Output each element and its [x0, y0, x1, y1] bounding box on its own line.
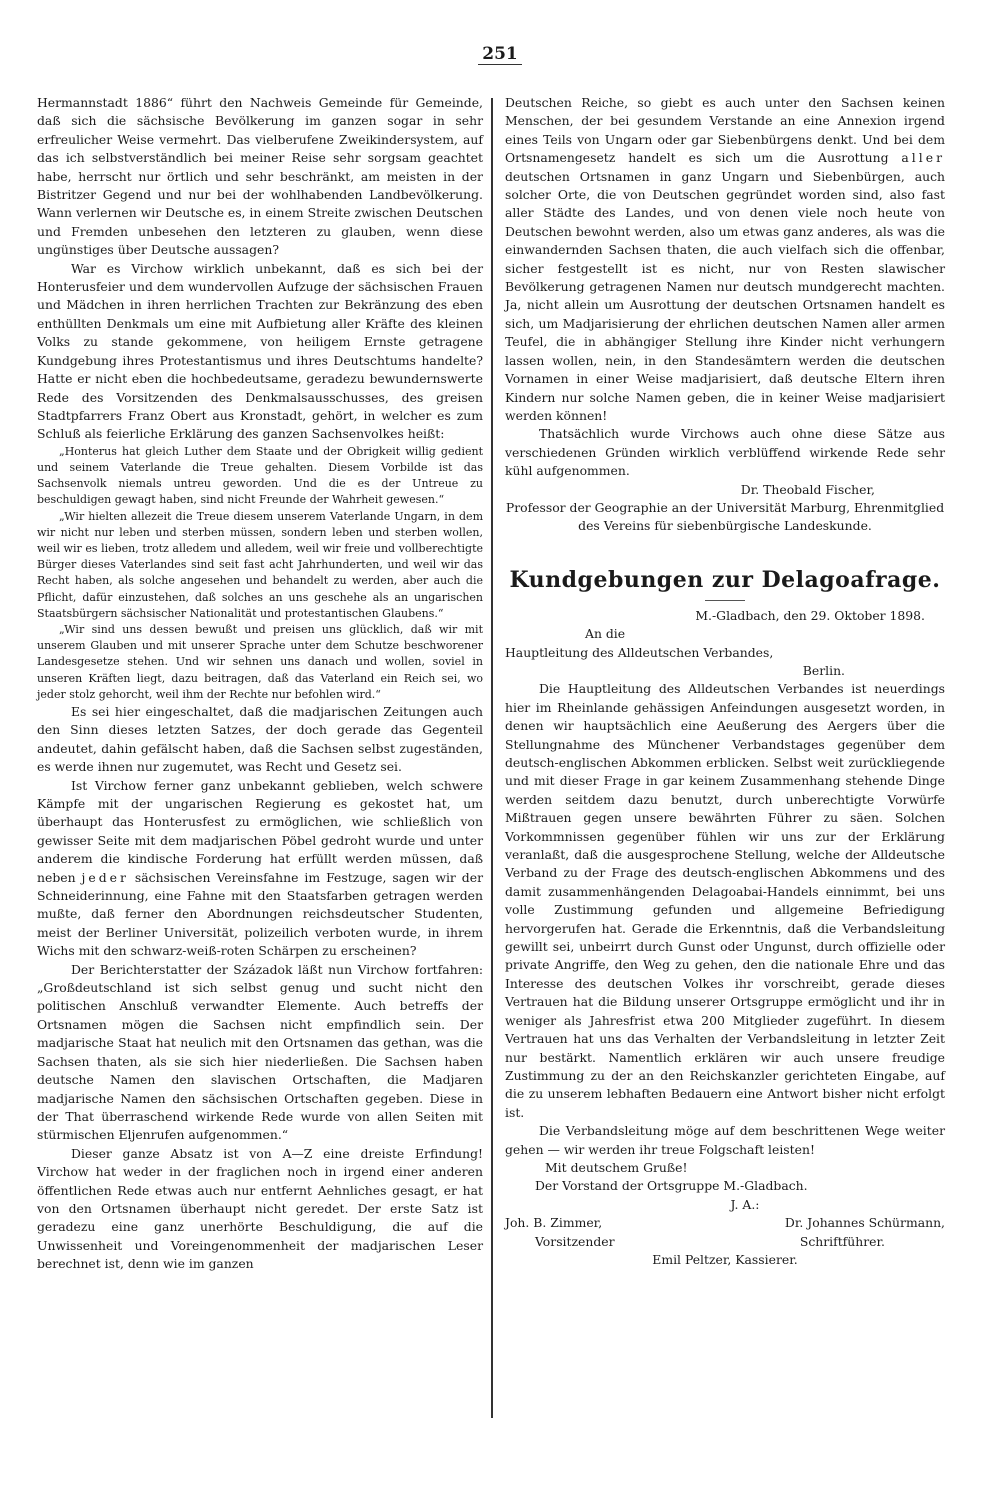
divider — [705, 600, 745, 601]
paragraph: Hermannstadt 1886“ führt den Nachweis Gemeinde für Gemeinde, daß sich die sächsische Bevölkerung im ganzen sogar in sehr erfreulicher Weise vermehrt. Das vielberufene Zweikindersystem, auf das ich selbstverständlich bei meiner Reise sehr sorgsam geachtet habe, herrscht nur örtlich und sehr beschränkt, am meisten in der Bistritzer Gegend und nur bei der wohlhabenden Landbevölkerung. Wann verlernen wir Deutsche es, in einem Streite zwischen Deutschen und Fremden unbesehen den letzteren zu glauben, wenn diese ungünstiges über Deutsche aussagen? — [37, 95, 483, 258]
signature-row — [505, 1214, 945, 1251]
spaced-emphasis: aller — [901, 150, 945, 166]
address-line: An die — [585, 626, 626, 642]
text-run: Deutschen Reiche, so giebt es auch unter den Sachsen keinen Menschen, der bei gesundem Verstande an eine Annexion irgend eines Teils von Ungarn oder gar Siebenbürgens denkt. Und bei dem Ortsnamengesetz handelt es sich um die Ausrottung — [505, 95, 945, 166]
spaced-emphasis: jeder — [81, 869, 129, 885]
board-line: Der Vorstand der Ortsgruppe M.-Gladbach. — [535, 1178, 808, 1194]
page-number-text: 251 — [478, 44, 522, 65]
paragraph — [37, 777, 483, 961]
paragraph: Es sei hier eingeschaltet, daß die madjarischen Zeitungen auch den Sinn dieses letzten Satzes, der doch gerade das Gegenteil andeutet, dahin gefälscht haben, daß die Sachsen selbst zugeständen, es werde ihnen nur zugemutet, was Recht und Gesetz sei. — [37, 703, 483, 775]
article-headline: Kundgebungen zur Delagoafrage. — [509, 566, 941, 593]
signer-name: Joh. B. Zimmer, — [505, 1215, 603, 1231]
quotation: „Wir hielten allezeit die Treue diesem unserem Vaterlande Ungarn, in dem wir nicht nur leben und sterben müssen, sondern leben und sterben wollen, weil wir es lieben, trotz alledem und alledem, weil wir freie und vollberechtigte Bürger dieses Vaterlandes sind seit fast acht Jahrhunderten, und weil wir das Recht haben, als solche angesehen und behandelt zu werden, aber auch die Pflicht, dafür einzustehen, daß solches an uns geschehe als an ungarischen Staatsbürgern sächsischer Nationalität und protestantischen Glaubens.“ — [37, 509, 483, 620]
paragraph: Dieser ganze Absatz ist von A—Z eine dreiste Erfindung! Virchow hat weder in der fraglichen noch in irgend einer anderen öffentlichen Rede etwas auch nur entfernt Aehnliches gesagt, er hat von den Ortsnamen überhaupt nicht geredet. Der erste Satz ist geradezu eine ganz unerhörte Beschuldigung, die auf die Unwissenheit und Voreingenommenheit der madjarischen Leser berechnet ist, denn wie im ganzen — [37, 1145, 483, 1272]
signer-role: Vorsitzender — [535, 1233, 615, 1249]
paragraph: Thatsächlich wurde Virchows auch ohne diese Sätze aus verschiedenen Gründen wirklich verblüffend wirkende Rede sehr kühl aufgenommen. — [505, 426, 945, 479]
right-column — [505, 94, 945, 1269]
author-title: Professor der Geographie an der Universität Marburg, Ehrenmitglied des Vereins für siebenbürgische Landeskunde. — [505, 499, 945, 534]
on-behalf: J. A.: — [730, 1196, 760, 1212]
quotation: „Honterus hat gleich Luther dem Staate und der Obrigkeit willig gedient und seinem Vaterlande die Treue gehalten. Diesem Vorbilde ist das Sachsenvolk niemals untreu geworden. Und die es der Untreue zu beschuldigen gewagt haben, sind nicht Freunde der Wahrheit gewesen.“ — [37, 444, 483, 507]
text-run: deutschen Ortsnamen in ganz Ungarn und Siebenbürgen, auch solcher Orte, die von Deutschen gegründet worden sind, also fast aller Städte des Landes, und von denen viele noch heute von Deutschen bewohnt werden, also um etwas ganz anderes, als was die einwandernden Sachsen thaten, die auch vielfach sich die offenbar, sicher festgestellt ist es nicht, nur von Resten slawischer Bevölkerung getragenen Namen nur deutsch mundgerecht machten. Ja, nicht allein um Ausrottung der deutschen Ortsnamen handelt es sich, um Madjarisierung der ehrlichen deutschen Namen aller armen Teufel, die in abhängiger Stellung ihre Kinder nicht verhungern lassen wollen, nein, in den Standesämtern werden die deutschen Vornamen in einer Weise madjarisiert, daß deutsche Eltern ihren Kindern nur solche Namen geben, die in keiner Weise madjarisiert werden können! — [505, 168, 945, 423]
paragraph — [505, 94, 945, 425]
signer-name: Emil Peltzer, Kassierer. — [652, 1251, 798, 1267]
dateline: M.-Gladbach, den 29. Oktober 1898. — [695, 607, 925, 623]
address-line: Berlin. — [802, 662, 845, 678]
page-number — [0, 44, 1000, 64]
paragraph: War es Virchow wirklich unbekannt, daß es sich bei der Honterusfeier und dem wundervollen Aufzuge der sächsischen Frauen und Mädchen in ihren herrlichen Trachten zur Bekränzung des eben enthüllten Denkmals um eine mit Aufbietung aller Kräfte des kleinen Volks zu stande gekommene, von heiligem Ernste getragene Kundgebung ihres Protestantismus und ihres Deutschtums handelte? Hatte er nicht eben die hochbedeutsame, geradezu bewundernswerte Rede des Vorsitzenden des Denkmalsausschusses, des greisen Stadtpfarrers Franz Obert aus Kronstadt, gehört, in welcher es zum Schluß als feierliche Erklärung des ganzen Sachsenvolkes heißt: — [37, 260, 483, 442]
signer-name: Dr. Johannes Schürmann, — [784, 1215, 945, 1231]
paragraph: Die Verbandsleitung möge auf dem beschrittenen Wege weiter gehen — wir werden ihr treue Folgschaft leisten! — [505, 1123, 945, 1157]
text-run: sächsischen Vereinsfahne im Festzuge, sagen wir der Schneiderinnung, eine Fahne mit den Staatsfarben getragen werden mußte, daß ferner den Abordnungen reichsdeutscher Studenten, meist der Berliner Universität, polizeilich verboten wurde, in ihrem Wichs mit den schwarz-weiß-roten Schärpen zu erscheinen? — [37, 869, 483, 959]
author-name: Dr. Theobald Fischer, — [740, 481, 875, 497]
address-line: Hauptleitung des Alldeutschen Verbandes, — [505, 644, 774, 660]
signature-block — [785, 1214, 945, 1251]
column-divider — [491, 98, 493, 1418]
greeting: Mit deutschem Gruße! — [545, 1159, 688, 1175]
signature-block — [505, 1214, 615, 1251]
signer-role: Schriftführer. — [799, 1233, 885, 1249]
paragraph: Die Hauptleitung des Alldeutschen Verbandes ist neuerdings hier im Rheinlande gehässigen Anfeindungen ausgesetzt worden, in denen wir hauptsächlich eine Aeußerung des Aergers über die Stellungnahme des Münchener Verbandstages gegenüber dem deutsch-englischen Abkommen erblicken. Selbst weit zurückliegende und mit dieser Frage in gar keinem Zusammenhang stehende Dinge werden seitdem dazu benutzt, durch unberechtigte Vorwürfe Mißtrauen gegen unsere bewährten Führer zu säen. Solchen Vorkommnissen gegenüber fühlen wir uns zur der Erklärung veranlaßt, daß die ausgesprochene Stellung, welche der Alldeutsche Verband zu der Frage des deutsch-englischen Abkommens und des damit zusammenhängenden Delagoabai-Handels einnimmt, bei uns volle Zustimmung gefunden und allgemeine Befriedigung hervorgerufen hat. Gerade die Erkenntnis, daß die Verbandsleitung gewillt sei, unbeirrt durch Gunst oder Ungunst, durch offizielle oder private Angriffe, den Weg zu gehen, den die nationale Ehre und das Interesse des deutschen Volkes ihr vorschreibt, gerade dieses Vertrauen hat die Bildung unserer Ortsgruppe ermöglicht und ihr in weniger als Jahresfrist etwa 200 Mitglieder zugeführt. In diesem Vertrauen hat uns das Verhalten der Verbandsleitung in letzter Zeit nur bestärkt. Namentlich erklären wir auch unsere freudige Zustimmung zu der an den Reichskanzler gerichteten Eingabe, auf die zu unserem lebhaften Bedauern eine Antwort bisher nicht erfolgt ist. — [505, 681, 945, 1120]
paragraph: Der Berichterstatter der Századok läßt nun Virchow fortfahren: „Großdeutschland ist sich selbst genug und sucht nicht den politischen Anschluß verwandter Elemente. Auch betreffs der Ortsnamen mögen die Sachsen nicht empfindlich sein. Der madjarische Staat hat neulich mit den Ortsnamen das gethan, was die Sachsen thaten, als sie sich hier niederließen. Die Sachsen haben deutsche Namen den slavischen Ortschaften, die Madjaren madjarische Namen den sächsischen Ortschaften gegeben. Diese in der That überraschend wirkende Rede wurde von allen Seiten mit stürmischen Eljenrufen aufgenommen.“ — [37, 961, 483, 1143]
quotation: „Wir sind uns dessen bewußt und preisen uns glücklich, daß wir mit unserem Glauben und mit unserer Sprache unter dem Schutze beschworener Landesgesetze stehen. Und wir sehnen uns danach und wollen, soviel in unseren Kräften liegt, dazu beitragen, daß das Vaterland ein Reich sei, wo jeder stolz gehorcht, weil ihm der Rechte nur befohlen wird.“ — [37, 622, 483, 701]
left-column — [37, 94, 483, 1274]
text-run: Ist Virchow ferner ganz unbekannt geblieben, welch schwere Kämpfe mit der ungarischen Regierung es gekostet hat, um überhaupt das Honterusfest zu ermöglichen, wie schließlich von gewisser Seite mit dem madjarischen Pöbel gedroht wurde und unter anderem die kindische Forderung hat erfüllt werden müssen, daß neben — [37, 777, 483, 885]
